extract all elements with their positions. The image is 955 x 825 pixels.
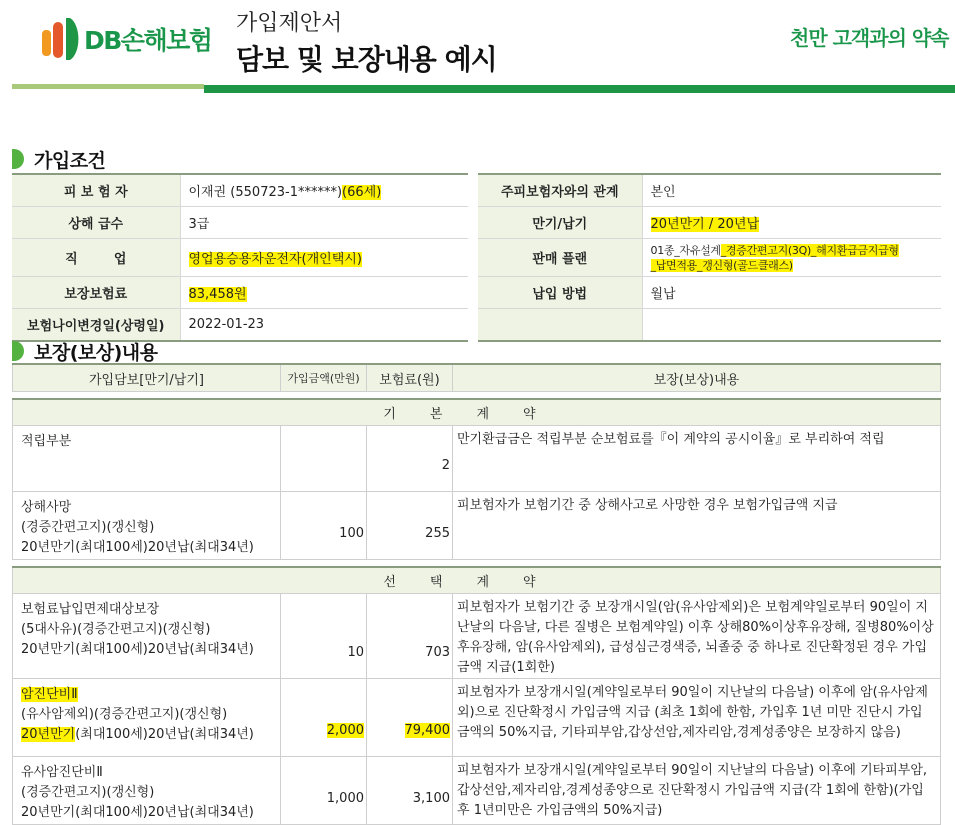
page-header [0,0,955,100]
coverage-header-row [13,364,941,392]
document-subtitle: 가입제안서 [236,11,343,36]
coverage-term-highlight: 20년만기 [21,727,76,742]
coverage-amount [281,426,367,492]
condition-label: 직 업 [12,239,180,277]
header-divider-left [12,84,204,89]
coverage-table [12,363,941,825]
section-marker-icon [12,341,24,361]
coverage-subtitle: (경증간편고지)(갱신형) [21,520,155,535]
condition-value [180,174,468,207]
condition-row [478,309,941,342]
coverage-name [13,594,281,679]
premium-value: 79,400 [404,723,450,738]
slogan: 천만 고객과의 약속 [790,26,949,50]
condition-row [12,309,468,342]
condition-label: 피 보 험 자 [12,174,180,207]
condition-row [478,174,941,207]
db-logo-icon [40,16,82,62]
condition-row [478,277,941,309]
condition-label: 만기/납기 [478,207,642,239]
term-value: 20년만기 / 20년납 [650,217,760,232]
condition-value [642,309,941,342]
coverage-description: 피보험자가 보장개시일(계약일로부터 90일이 지난날의 다음날) 이후에 기타피부암,갑상선암,제자리암,경계성종양으로 진단확정시 가입금액 지급(각 1회에 한함)(가입 후 1년미만은 가입금액의 50%지급) [453,757,941,825]
condition-row [478,207,941,239]
condition-label: 납입 방법 [478,277,642,309]
coverage-term: (최대100세)20년납(최대34년) [75,727,254,742]
coverage-title: 적립부분 [21,434,72,449]
coverage-description: 피보험자가 보험기간 중 보장개시일(암(유사암제외)은 보험계약일로부터 90일이 지난날의 다음날, 다른 질병은 보험계약일) 이후 상해80%이상후유장해, 질병80%이상후유장해, 암(유사암제외), 급성심근경색증, 뇌졸중 중 하나로 진단확정된 경우 가입금액 지급(1회한) [453,594,941,679]
condition-value [180,277,468,309]
condition-row [478,239,941,277]
condition-value [642,207,941,239]
coverage-section-header [12,339,158,363]
coverage-amount [281,679,367,757]
condition-value [642,239,941,277]
plan-name: 01종_자유설계 [650,243,721,257]
condition-row [12,207,468,239]
coverage-description: 피보험자가 보장개시일(계약일로부터 90일이 지난날의 다음날) 이후에 암(유사암제외)으로 진단확정시 가입금액 지급 (최초 1회에 한함, 가입후 1년 미만 진단시 가입금액의 50%지급, 기타피부암,갑상선암,제자리암,경계성종양은 보장하지 않음) [453,679,941,757]
insured-name: 이재권 (550723-1******) [188,185,343,200]
coverage-description: 피보험자가 보험기간 중 상해사고로 사망한 경우 보험가입금액 지급 [453,492,941,560]
condition-label [478,309,642,342]
coverage-description: 만기환급금은 적립부분 순보험료를『이 계약의 공시이율』로 부리하여 적립 [453,426,941,492]
condition-value: 본인 [642,174,941,207]
condition-row [12,174,468,207]
coverage-premium: 3,100 [367,757,453,825]
coverage-premium [367,679,453,757]
coverage-subtitle: (5대사유)(경증간편고지)(갱신형) [21,622,211,637]
conditions-section-header [12,147,105,171]
document-title: 담보 및 보장내용 예시 [236,43,497,76]
coverage-premium: 2 [367,426,453,492]
coverage-name [13,679,281,757]
coverage-amount: 100 [281,492,367,560]
coverage-name [13,426,281,492]
condition-value: 월납 [642,277,941,309]
condition-label: 판매 플랜 [478,239,642,277]
col-header-amount: 가입금액(만원) [281,364,367,392]
coverage-title: 유사암진단비Ⅱ [21,765,103,780]
section-title: 보장(보상)내용 [34,341,158,364]
condition-value: 2022-01-23 [180,309,468,342]
col-header-coverage: 가입담보[만기/납기] [13,364,281,392]
coverage-name [13,757,281,825]
section-title: 가입조건 [34,149,106,172]
coverage-row [13,492,941,560]
condition-label: 보험나이변경일(상령일) [12,309,180,342]
insured-age: (66세) [342,185,382,200]
coverage-term: 20년만기(최대100세)20년납(최대34년) [21,540,254,555]
basic-contract-band [13,399,941,426]
plan-option-2: _납면적용_갱신형(골드클래스) [650,258,793,272]
coverage-amount: 10 [281,594,367,679]
col-header-description: 보장(보상)내용 [453,364,941,392]
conditions-table-left [12,173,468,342]
coverage-row [13,679,941,757]
condition-label: 주피보험자와의 관계 [478,174,642,207]
section-marker-icon [12,149,24,169]
plan-option: _경증간편고지(3Q)_해지환급금지급형 [720,243,899,257]
col-header-premium: 보험료(원) [367,364,453,392]
company-logo [40,14,211,64]
condition-label: 보장보험료 [12,277,180,309]
coverage-row [13,757,941,825]
condition-row [12,239,468,277]
band-label: 기본계약 [13,399,941,426]
coverage-term: 20년만기(최대100세)20년납(최대34년) [21,642,254,657]
condition-row [12,277,468,309]
logo-text: DB손해보험 [84,26,212,55]
coverage-subtitle: (경증간편고지)(갱신형) [21,785,155,800]
condition-value [180,239,468,277]
coverage-row [13,594,941,679]
coverage-title: 상해사망 [21,500,72,515]
premium-total: 83,458원 [188,287,247,302]
coverage-amount: 1,000 [281,757,367,825]
occupation: 영업용승용차운전자(개인택시) [188,252,362,267]
header-divider-right [204,85,955,93]
coverage-title: 보험료납입면제대상보장 [21,602,160,617]
condition-label: 상해 급수 [12,207,180,239]
condition-value: 3급 [180,207,468,239]
coverage-name [13,492,281,560]
conditions-table-right [478,173,941,342]
coverage-subtitle: (유사암제외)(경증간편고지)(갱신형) [21,707,228,722]
coverage-row [13,426,941,492]
coverage-term: 20년만기(최대100세)20년납(최대34년) [21,805,254,820]
optional-contract-band [13,567,941,594]
coverage-premium: 703 [367,594,453,679]
coverage-title: 암진단비Ⅱ [21,687,78,702]
band-label: 선택계약 [13,567,941,594]
amount-value: 2,000 [326,723,364,738]
coverage-premium: 255 [367,492,453,560]
